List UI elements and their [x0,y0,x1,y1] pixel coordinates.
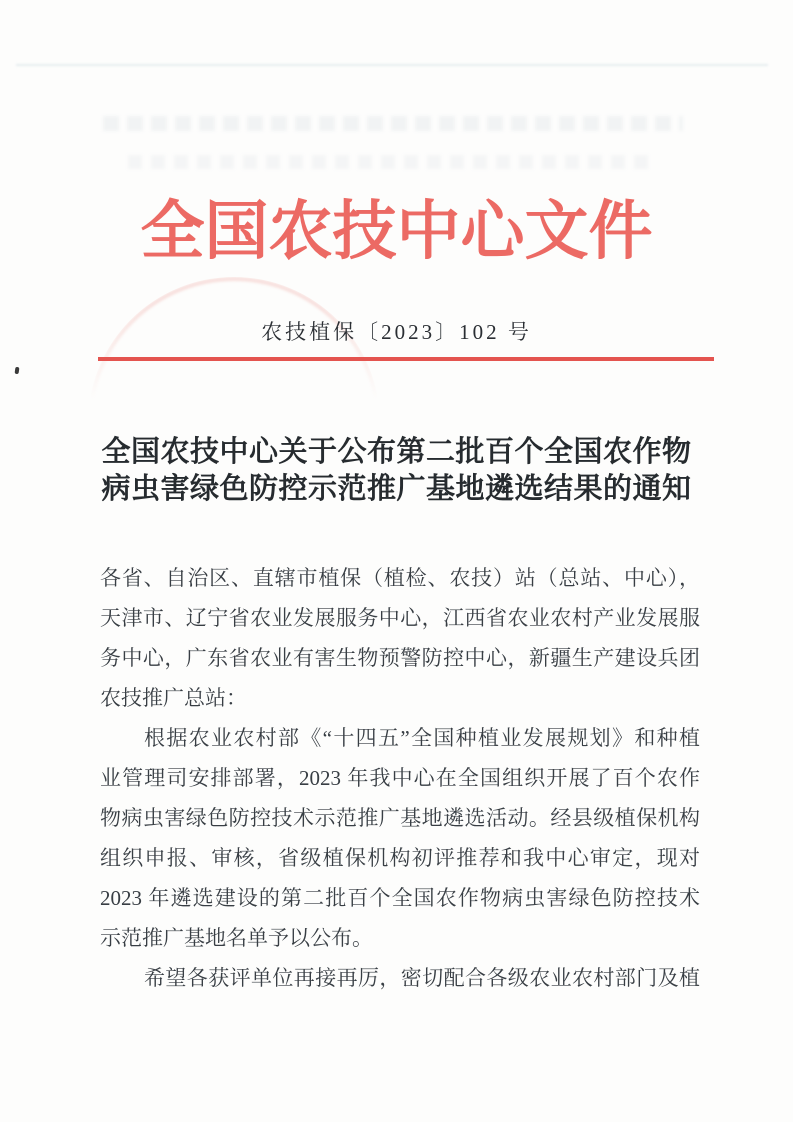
body-line: 2023 年遴选建设的第二批百个全国农作物病虫害绿色防控技术 [100,886,700,910]
body-line: 各省、自治区、直辖市植保（植检、农技）站（总站、中心）， [100,566,700,590]
notice-heading [96,434,697,508]
body-line: 务中心，广东省农业有害生物预警防控中心，新疆生产建设兵团 [100,646,700,670]
body-text [100,558,700,998]
bleed-through-text-artifact [128,155,648,169]
red-divider-rule [98,357,714,361]
document-number: 农技植保〔2023〕102 号 [261,320,532,344]
letterhead-title: 全国农技中心文件 [140,196,653,267]
bleed-through-text-artifact [103,116,683,131]
body-line: 组织申报、审核，省级植保机构初评推荐和我中心审定，现对 [100,846,700,870]
body-line: 农技推广总站： [100,686,247,710]
body-line: 希望各获评单位再接再厉，密切配合各级农业农村部门及植 [144,966,700,990]
notice-heading-line: 全国农技中心关于公布第二批百个全国农作物 [101,436,692,468]
body-line: 示范推广基地名单予以公布。 [100,926,373,950]
ink-speck-artifact [15,367,20,374]
body-line: 业管理司安排部署，2023 年我中心在全国组织开展了百个农作 [100,766,700,790]
body-line: 天津市、辽宁省农业发展服务中心，江西省农业农村产业发展服 [100,606,700,630]
body-line: 物病虫害绿色防控技术示范推广基地遴选活动。经县级植保机构 [100,806,700,830]
notice-heading-line: 病虫害绿色防控示范推广基地遴选结果的通知 [101,473,692,505]
bleed-through-line-artifact [16,64,768,66]
body-line: 根据农业农村部《“十四五”全国种植业发展规划》和种植 [144,726,700,750]
